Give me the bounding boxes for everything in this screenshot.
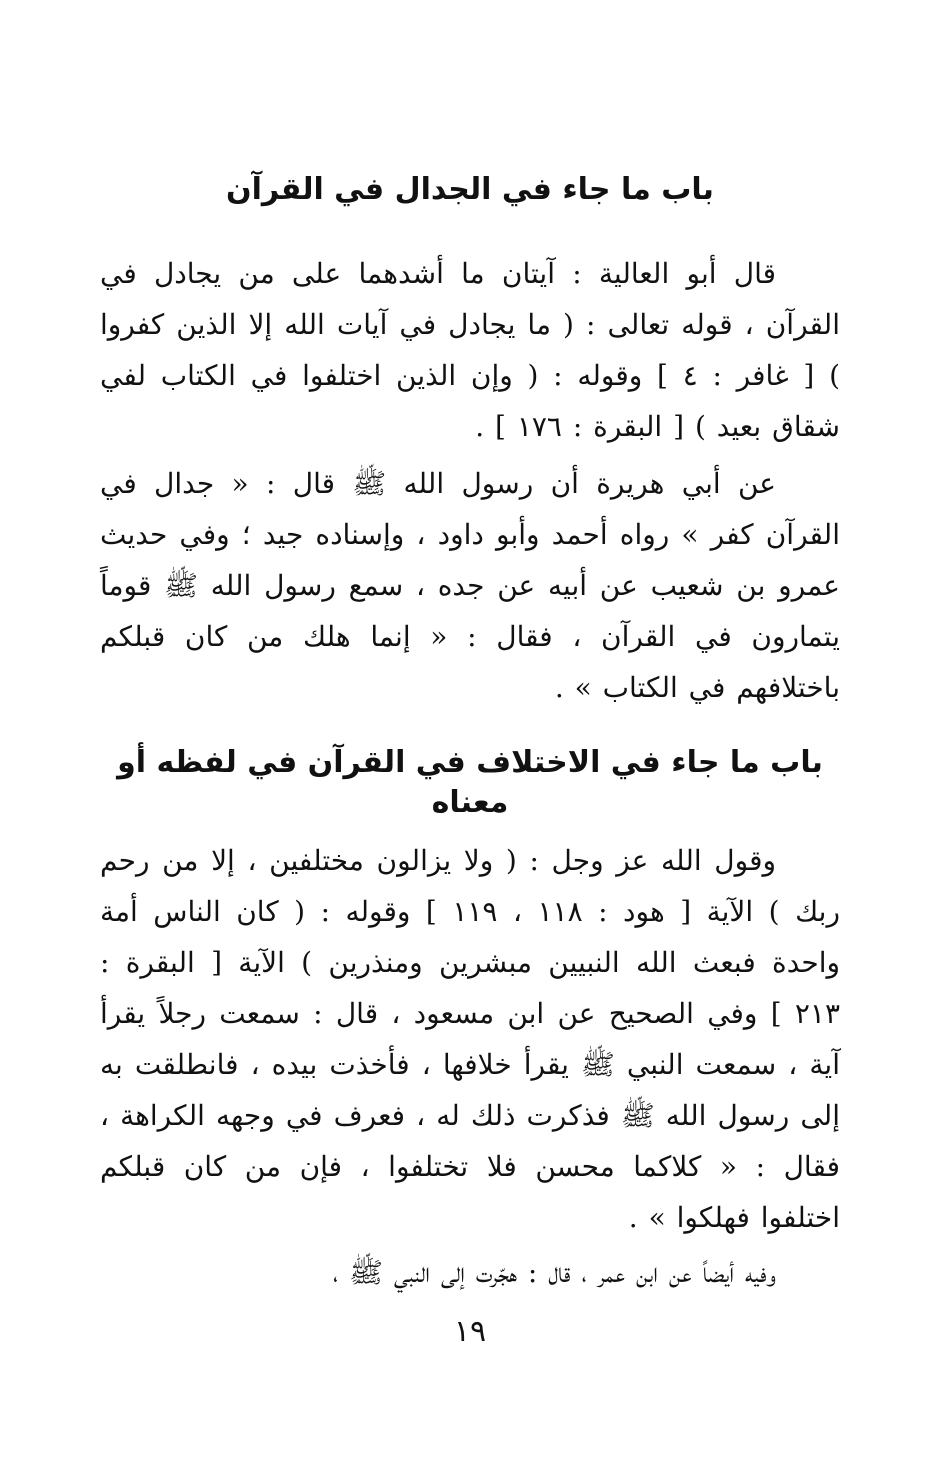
paragraph-quran-verses: وقول الله عز وجل : ( ولا يزالون مختلفين ، إلا من رحم ربك ) الآية [ هود : ١١٨ ، ١١٩ ] وقوله : ( كان الناس أمة واحدة فبعث الله النبيين مبشرين ومنذرين ) الآية [ البقرة : ٢١٣ ] وفي الصحيح عن ابن مسعود ، قال : سمعت رجلاً يقرأ آية ، سمعت النبي ﷺ يقرأ خلافها ، فأخذت بيده ، فانطلقت به إلى رسول الله ﷺ فذكرت ذلك له ، فعرف في وجهه الكراهة ، فقال : « كلاكما محسن فلا تختلفوا ، فإن من كان قبلكم اختلفوا فهلكوا » . [100,844,841,1234]
paragraph-ibn-umar: وفيه أيضاً عن ابن عمر ، قال : هجّرت إلى النبي ﷺ ، [332,1256,776,1289]
book-page [100,0,840,1474]
chapter-heading-disagreement: باب ما جاء في الاختلاف في القرآن في لفظه أو معناه [117,745,823,820]
page-number: ١٩ [453,1314,487,1349]
chapter-heading-disputation: باب ما جاء في الجدال في القرآن [226,172,714,207]
paragraph-abu-hurayra: عن أبي هريرة أن رسول الله ﷺ قال : « جدال في القرآن كفر » رواه أحمد وأبو داود ، وإسناده جيد ؛ وفي حديث عمرو بن شعيب عن أبيه عن جده ، سمع رسول الله ﷺ قوماً يتمارون في القرآن ، فقال : « إنما هلك من كان قبلكم باختلافهم في الكتاب » . [100,467,840,704]
paragraph-abu-aliya: قال أبو العالية : آيتان ما أشدهما على من يجادل في القرآن ، قوله تعالى : ( ما يجادل في آيات الله إلا الذين كفروا ) [ غافر : ٤ ] وقوله : ( وإن الذين اختلفوا في الكتاب لفي شقاق بعيد ) [ البقرة : ١٧٦ ] . [100,257,841,443]
